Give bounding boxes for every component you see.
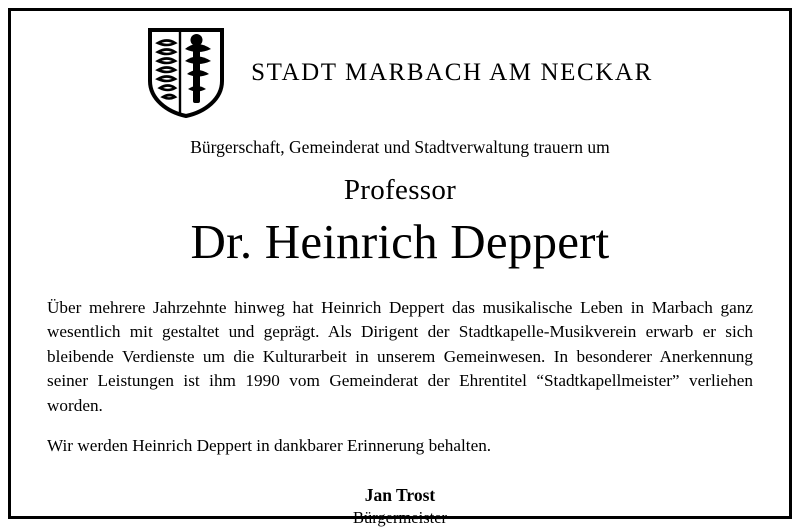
body-paragraph-2: Wir werden Heinrich Deppert in dankbarer Erinnerung behalten. — [47, 436, 492, 456]
body-paragraph-1: Über mehrere Jahrzehnte hinweg hat Heinrich Deppert das musikalische Leben in Marbach ganz wesentlich mit gestaltet und geprägt. Als Dirigent der Stadtkapelle-Musikverein erwarb er sich bleibende Verdienste um die Kulturarbeit in unserem Gemeinwesen. In besonderer Anerkennung seiner Leistungen ist ihm 1990 vom Gemeinderat der Ehrentitel “Stadtkapellmeister” verliehen worden. — [47, 298, 753, 415]
obituary-body — [47, 296, 753, 459]
deceased-name: Dr. Heinrich Deppert — [190, 214, 610, 269]
city-name: STADT MARBACH AM NECKAR — [251, 59, 653, 86]
honorific-title: Professor — [343, 174, 457, 206]
black-border-frame — [8, 8, 792, 527]
signature-name: Jan Trost — [364, 484, 436, 505]
notice-content — [11, 11, 789, 527]
marbach-coat-of-arms-icon — [147, 27, 225, 119]
signature-block — [47, 485, 753, 527]
notice-header — [47, 27, 753, 119]
signature-role: Bürgermeister — [352, 507, 448, 527]
mourning-subtitle: Bürgerschaft, Gemeinderat und Stadtverwaltung trauern um — [190, 137, 610, 157]
